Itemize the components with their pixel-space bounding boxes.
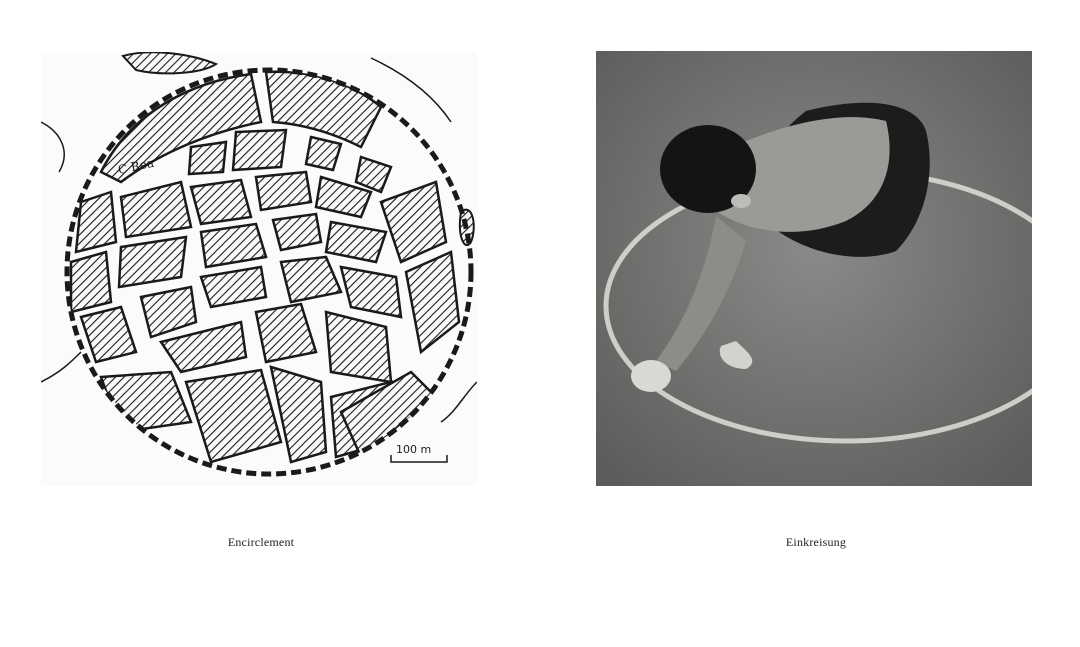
- road-line: [41, 352, 81, 382]
- city-map-drawing: [41, 52, 477, 486]
- map-caption: Encirclement: [227, 535, 295, 549]
- boy-ear: [731, 194, 751, 208]
- scale-bar: [391, 443, 447, 462]
- scale-label: 100 m: [396, 443, 432, 456]
- chalk-circle-photo: [596, 51, 1032, 486]
- boy-drawing-circle-image: [596, 51, 1032, 486]
- road-line: [441, 382, 477, 422]
- road-line: [371, 58, 451, 122]
- street-label: C Rea: [116, 155, 156, 177]
- boy-hand: [631, 360, 671, 392]
- city-blocks: [71, 72, 459, 462]
- photo-caption: Einkreisung: [785, 535, 847, 549]
- road-line: [41, 122, 64, 172]
- outer-block: [123, 52, 216, 73]
- city-map-figure: [41, 52, 477, 486]
